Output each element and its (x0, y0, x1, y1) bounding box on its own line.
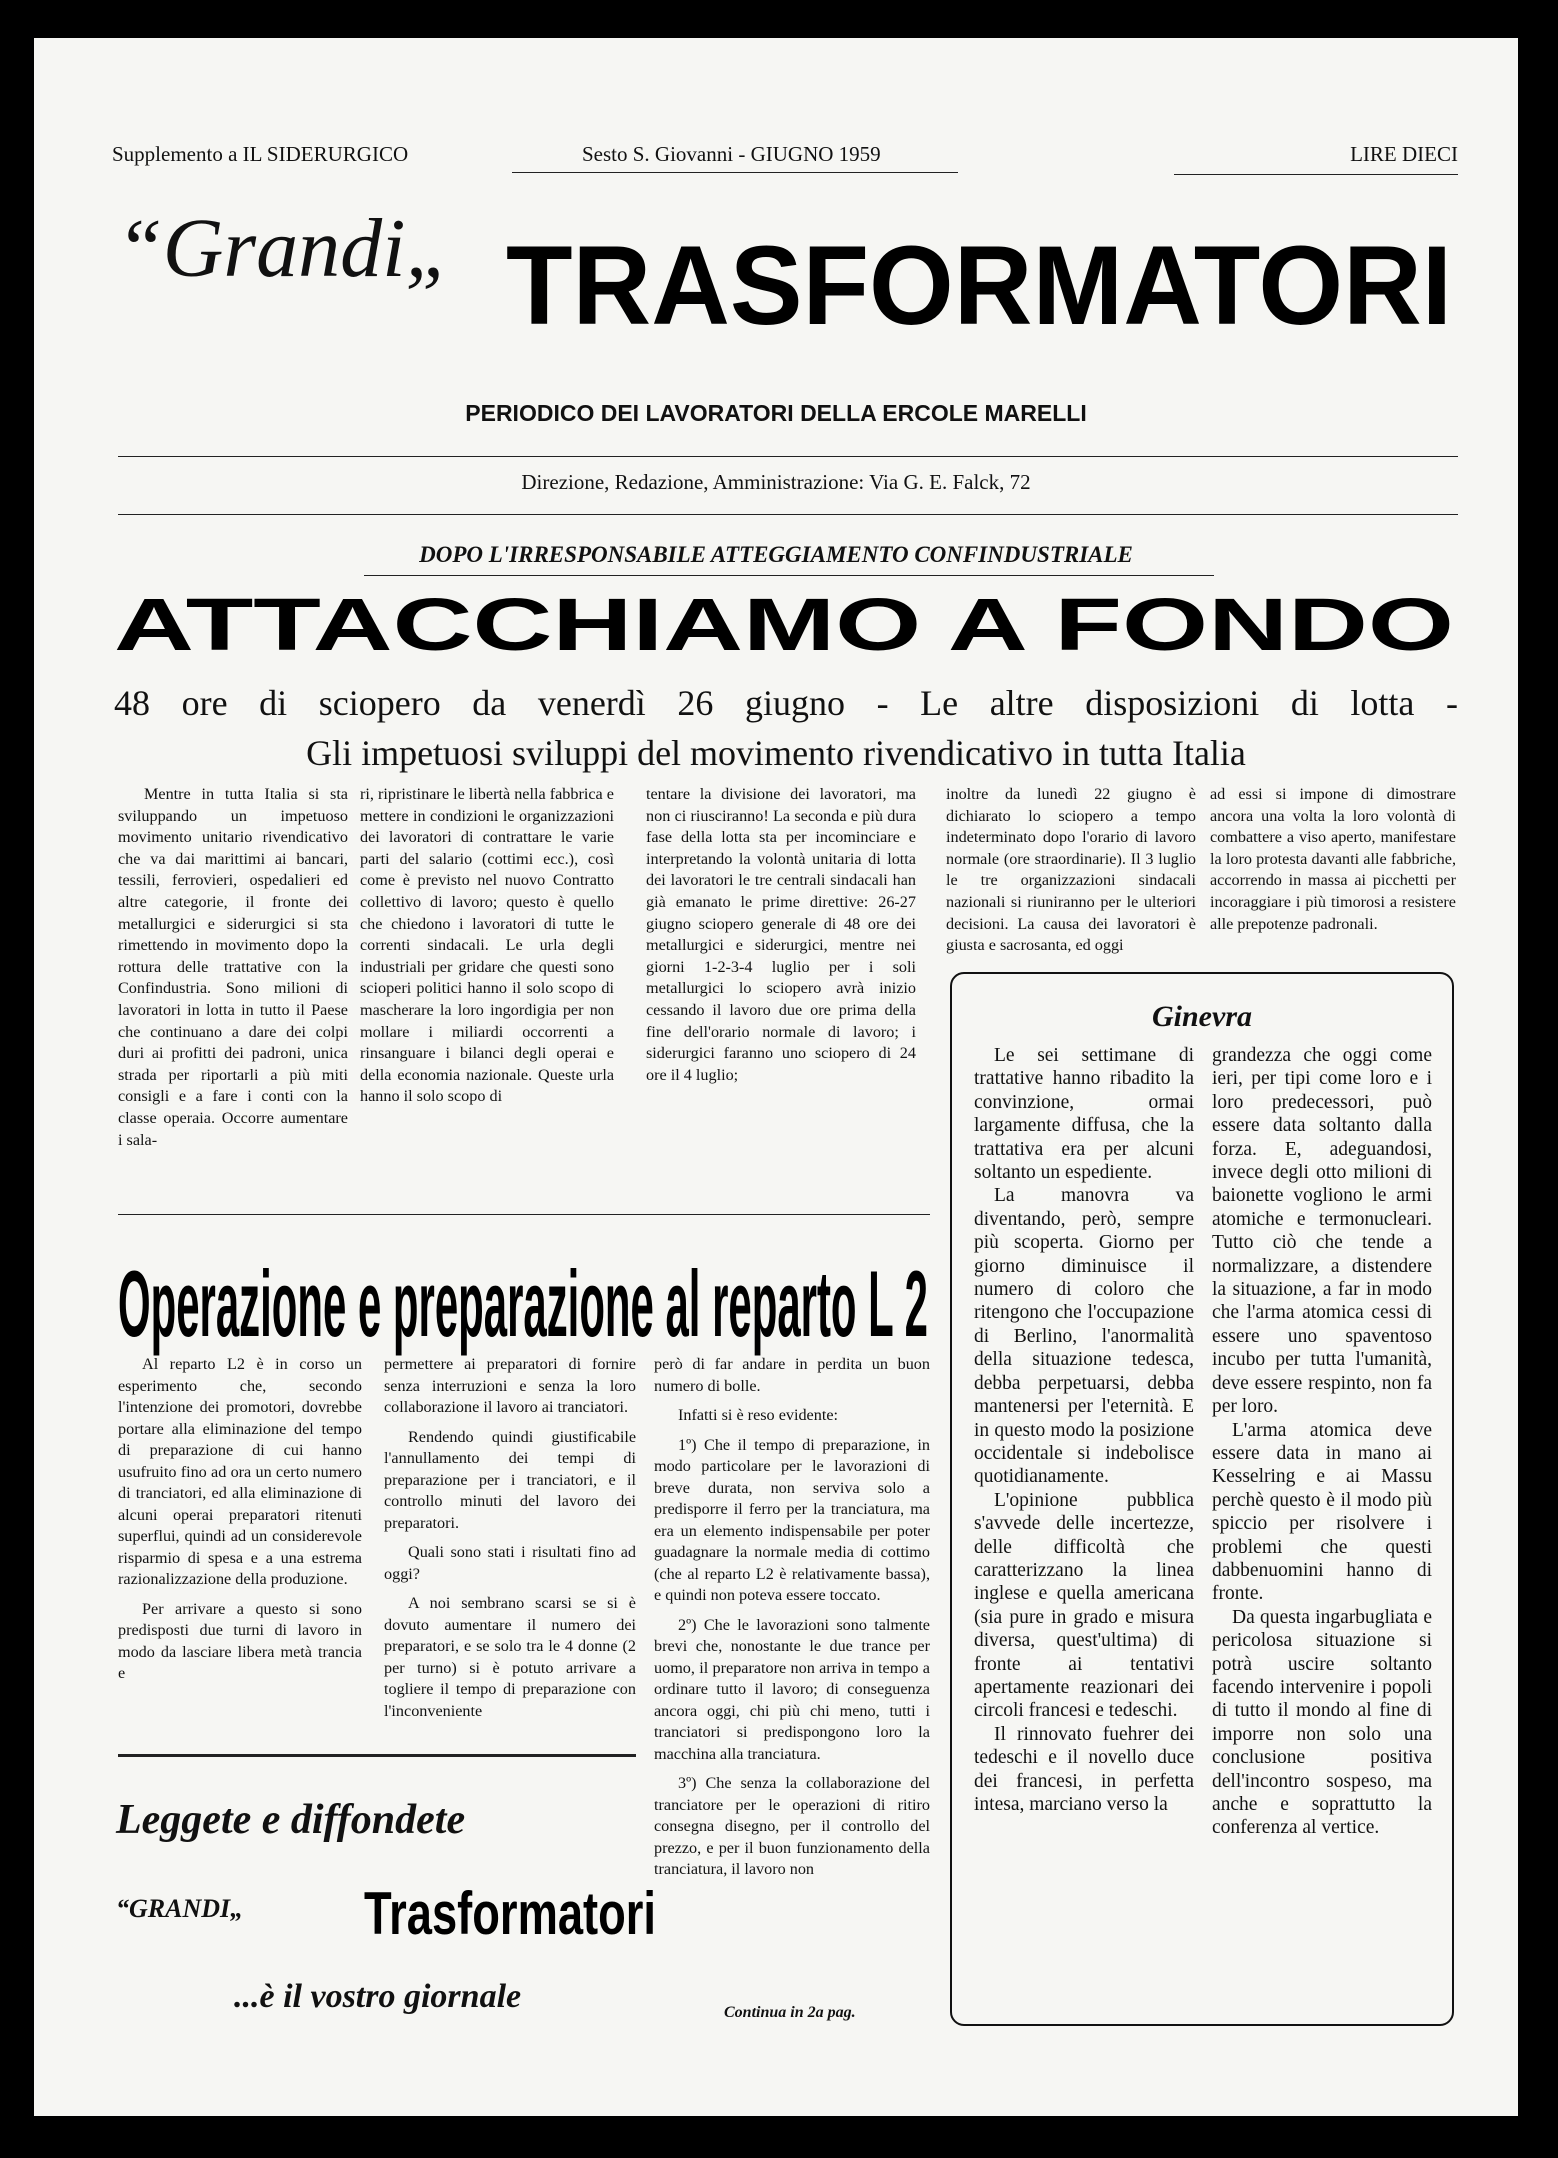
operazione-col2-p4: A noi sembrano scarsi se si è dovuto aumentare il numero dei preparatori, e se solo tra le 4 donne (2 per turno) si è potuto arrivare a togliere il tempo di preparazione con l'inconveniente (384, 1594, 636, 1720)
masthead-grandi: “Grandi„ (116, 202, 453, 295)
operazione-col3-p3: 1º) Che il tempo di preparazione, in modo particolare per le lavorazioni di breve durata, non serviva solo a predisporre il ferro per la tranciatura, ma era un elemento indispensabile per poter guadagnare la normale media di cottimo (che al reparto L2 è relativamente bassa), e quindi non poteva essere toccato. (654, 1435, 930, 1604)
lead-column-1 (118, 784, 348, 1151)
price-rule (1174, 174, 1458, 175)
ginevra-column-1 (974, 1044, 1194, 1816)
place-date: Sesto S. Giovanni - GIUGNO 1959 (582, 142, 881, 166)
lead-column-4 (946, 784, 1196, 957)
address-line: Direzione, Redazione, Amministrazione: Via G. E. Falck, 72 (521, 470, 1031, 494)
ginevra-col1-p4: Il rinnovato fuehrer dei tedeschi e il novello duce dei francesi, in perfetta intesa, marciano verso la (974, 1723, 1194, 1815)
lead-column-5 (1210, 784, 1456, 935)
promo-leggete: Leggete e diffondete (116, 1797, 466, 1843)
masthead-rule-2 (118, 514, 1458, 515)
promo-title-text: Trasformatori (364, 1880, 656, 1947)
ginevra-col1-p3: L'opinione pubblica s'avvede delle incertezze, delle difficoltà che caratterizzano la linea inglese e quella americana (sia pure in grado e misura diversa, quest'ultima) di fronte ai tentativi apertamente reazionari dei circoli francesi e tedeschi. (974, 1489, 1194, 1722)
ginevra-col1-p2: La manovra va diventando, però, sempre più scoperta. Giorno per giorno diminuisce il numero di coloro che ritengono che l'occupazione di Berlino, l'anormalità della situazione tedesca, debba perpetuarsi, debba mantenersi per l'eternità. E in questo modo la posizione occidentale si indebolisce quotidianamente. (974, 1185, 1194, 1488)
lead-column-3-text: tentare la divisione dei lavoratori, ma non ci riusciranno! La seconda e più dura fase della lotta sta per incominciare e interpretando la volontà unitaria di lotta dei lavoratori le tre centrali sindacali han già emanato le prime direttive: 26-27 giugno sciopero generale di 48 ore dei metallurgici e siderurgici, mentre nei giorni 1-2-3-4 luglio per i soli metallurgici lo sciopero avrà inizio cessando il lavoro due ore prima della fine dell'orario normale di lavoro; i siderurgici faranno uno sciopero di 24 ore il 4 luglio; (646, 785, 916, 1084)
operazione-col1-p2: Per arrivare a questo si sono predisposti due turni di lavoro in modo da lasciare libera metà trancia e (118, 1599, 362, 1682)
lead-subhead-2: Gli impetuosi sviluppi del movimento rivendicativo in tutta Italia (306, 733, 1246, 773)
promo-title (364, 1874, 664, 1947)
masthead-rule-1 (118, 456, 1458, 457)
ginevra-box (950, 972, 1454, 2026)
date-rule (512, 172, 958, 173)
operazione-col3-p4: 2º) Che le lavorazioni sono talmente brevi che, nonostante le due trance per uomo, il preparatore non arriva in tempo a ordinare tutto il lavoro; di conseguenza ancora oggi, chi più chi meno, tutti i tranciatori si predispongono loro la macchina alla tranciatura. (654, 1615, 930, 1763)
ginevra-column-2 (1212, 1044, 1432, 1840)
promo-rule (118, 1754, 636, 1757)
operazione-col3-p5: 3º) Che senza la collaborazione del tranciatore per le operazioni di ritiro consegna disegno, per il controllo del prezzo, e per il buon funzionamento della tranciatura, il lavoro non (654, 1774, 930, 1878)
lead-kicker: DOPO L'IRRESPONSABILE ATTEGGIAMENTO CONFINDUSTRIALE (419, 542, 1133, 567)
ginevra-col2-p2: L'arma atomica deve essere data in mano ai Kesselring e ai Massu perchè questo è il modo più spiccio per risolvere i problemi che questi dabbenuomini hanno di fronte. (1212, 1419, 1432, 1605)
lead-headline-text: ATTACCHIAMO A FONDO (114, 583, 1454, 666)
continua-note: Continua in 2a pag. (724, 2004, 856, 2021)
masthead-title (506, 216, 1506, 348)
ginevra-col2-p1: grandezza che oggi come ieri, per tipi come loro e i loro predecessori, può essere data soltanto dalla forza. E, adeguandosi, invece degli otto milioni di baionette vogliono le armi atomiche e termonucleari. Tutto ciò che tende a normalizzare, a distendere la situazione, a far in modo che l'arma atomica cessi di essere uno spaventoso incubo per tutta l'umanità, deve essere respinto, non fa per loro. (1212, 1045, 1432, 1418)
operazione-column-1 (118, 1354, 362, 1693)
operazione-col3-p1: però di far andare in perdita un buon numero di bolle. (654, 1355, 930, 1395)
price: LIRE DIECI (1350, 142, 1458, 166)
newspaper-page (34, 38, 1518, 2116)
masthead-title-text: TRASFORMATORI (506, 223, 1452, 348)
lead-column-2 (360, 784, 614, 1108)
operazione-col2-p1: permettere ai preparatori di fornire senza interruzioni e senza la loro collaborazione il lavoro ai tranciatori. (384, 1355, 636, 1416)
lead-column-2-text: ri, ripristinare le libertà nella fabbrica e mettere in condizioni le organizzazioni dei lavoratori di contrattare le varie parti del salario (cottimi ecc.), così come è previsto nel nuovo Contratto collettivo di lavoro; questo è quello che chiedono i lavoratori di tutte le correnti sindacali. Le urla degli industriali per gridare che questi sono scioperi politici hanno il solo scopo di mascherare la loro ingordigia per non mollare i miliardi occorrenti a rinsanguare i bilanci degli operai e della economia nazionale. Queste urla hanno il solo scopo di (360, 785, 614, 1106)
operazione-column-3 (654, 1354, 930, 1889)
operazione-column-2 (384, 1354, 636, 1730)
ginevra-col1-p1: Le sei settimane di trattative hanno ribadito la convinzione, ormai largamente diffusa, che la trattativa era per alcuni soltanto un espediente. (974, 1045, 1194, 1184)
operazione-headline (118, 1246, 930, 1356)
promo-tagline: ...è il vostro giornale (234, 1978, 522, 2015)
operazione-col1-p1: Al reparto L2 è in corso un esperimento che, secondo l'intenzione dei promotori, dovrebbe portare alla eliminazione del tempo di preparazione di cui hanno usufruito fino ad ora un certo numero di tranciatori, ed alla eliminazione di alcuni operai preparatori ritenuti superflui, quindi ad un considerevole risparmio di spesa e a una estrema razionalizzazione della produzione. (118, 1355, 362, 1588)
ginevra-title: Ginevra (1152, 1000, 1252, 1033)
lead-column-3 (646, 784, 916, 1086)
lead-column-5-text: ad essi si impone di dimostrare ancora una volta la loro volontà di combattere a viso aperto, manifestare la loro protesta davanti alle fabbriche, accorrendo in massa ai picchetti per incoraggiare i più timorosi a resistere alle prepotenze padronali. (1210, 785, 1456, 933)
operazione-col3-p2: Infatti si è reso evidente: (678, 1406, 839, 1424)
lead-column-4-text: inoltre da lunedì 22 giugno è dichiarato lo sciopero a tempo indeterminato dopo l'orario di lavoro normale (ore straordinarie). Il 3 luglio le tre organizzazioni sindacali nazionali si riuniranno per le ulteriori decisioni. La causa dei lavoratori è giusta e sacrosanta, ed oggi (946, 785, 1196, 955)
lead-bottom-rule (118, 1214, 930, 1215)
operazione-col2-p2: Rendendo quindi giustificabile l'annullamento dei tempi di preparazione per i tranciatori, e il controllo minuti del lavoro dei preparatori. (384, 1427, 636, 1532)
lead-subhead-1: 48 ore di sciopero da venerdì 26 giugno - Le altre disposizioni di lotta - (114, 683, 1458, 723)
masthead-subtitle: PERIODICO DEI LAVORATORI DELLA ERCOLE MARELLI (465, 400, 1087, 426)
operazione-headline-text: Operazione e preparazione al reparto L 2 (118, 1251, 928, 1356)
lead-column-1-text: Mentre in tutta Italia si sta sviluppando un impetuoso movimento unitario rivendicativo che va dai marittimi ai bancari, tessili, ferrovieri, ospedalieri ed altre categorie, il fronte dei metallurgici e siderurgici si sta rimettendo in movimento dopo la rottura delle trattative con la Confindustria. Sono milioni di lavoratori in lotta in tutto il Paese che continuano a dare dei colpi duri ai profitti dei padroni, unica strada per riportarli a più miti consigli e a fare i conti con la classe operaia. Occorre aumentare i sala- (118, 785, 348, 1149)
operazione-col2-p3: Quali sono stati i risultati fino ad oggi? (384, 1543, 636, 1583)
kicker-rule (364, 575, 1214, 576)
lead-headline (114, 578, 1458, 666)
supplement-note: Supplemento a IL SIDERURGICO (112, 142, 409, 166)
ginevra-col2-p3: Da questa ingarbugliata e pericolosa situazione si potrà uscire soltanto facendo intervenire i popoli di tutto il mondo al fine di imporre non solo una conclusione positiva dell'incontro sospeso, ma anche e soprattutto la conferenza al vertice. (1212, 1606, 1432, 1839)
promo-grandi: “GRANDI„ (116, 1894, 244, 1923)
